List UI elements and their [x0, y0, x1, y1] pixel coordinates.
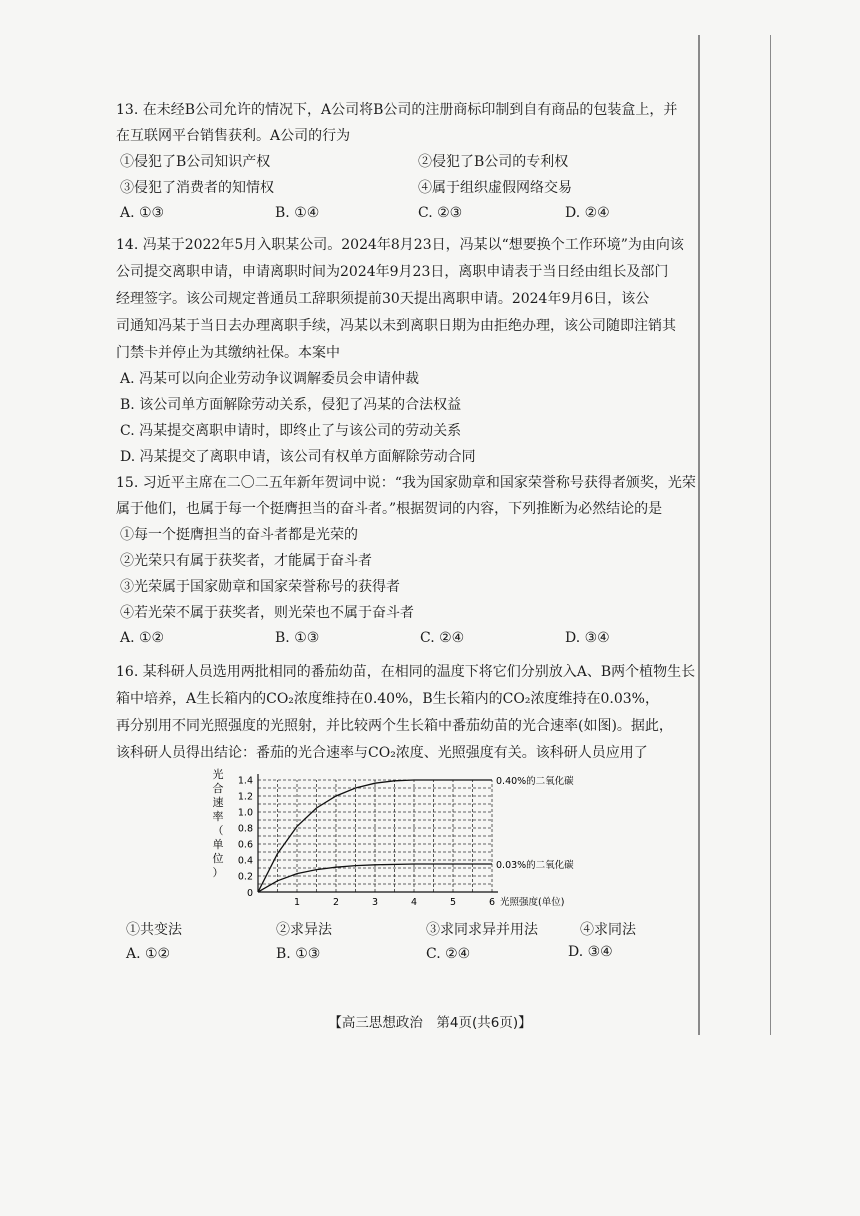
- y-axis-label-char: 速: [212, 796, 224, 809]
- q13-item-1: ①侵犯了B公司知识产权: [120, 154, 271, 170]
- x-tick-label: 5: [449, 897, 457, 908]
- x-tick-label: 4: [410, 897, 418, 908]
- y-axis-label-char: 单: [212, 838, 224, 851]
- q14-option-b: B. 该公司单方面解除劳动关系，侵犯了冯某的合法权益: [120, 397, 462, 413]
- series-label-2: 0.03%的二氧化碳: [496, 860, 574, 871]
- q16-choice-b: B. ①③: [276, 946, 321, 962]
- y-tick-label: 0.4: [237, 855, 253, 867]
- q16-item-2: ②求异法: [276, 922, 332, 938]
- y-tick-label: 1.0: [237, 807, 253, 819]
- origin-label: 0: [246, 888, 253, 899]
- q15-choice-d: D. ③④: [565, 630, 610, 646]
- q16-item-1: ①共变法: [126, 922, 182, 938]
- q16-stem-line-3: 再分别用不同光照强度的光照射，并比较两个生长箱中番茄幼苗的光合速率(如图)。据此，: [116, 718, 673, 734]
- page-footer: 【高三思想政治 第4页(共6页)】: [328, 1015, 532, 1031]
- q13-item-4: ④属于组织虚假网络交易: [418, 180, 572, 196]
- q13-choice-d: D. ②④: [565, 205, 610, 221]
- q13-item-3: ③侵犯了消费者的知情权: [120, 180, 274, 196]
- y-axis-label-char: （: [212, 824, 224, 837]
- q14-stem-line-2: 公司提交离职申请，申请离职时间为2024年9月23日，离职申请表于当日经由组长及部门: [116, 264, 669, 280]
- x-tick-label: 2: [332, 897, 340, 908]
- y-axis-label-char: 合: [212, 782, 224, 795]
- q14-option-d: D. 冯某提交了离职申请，该公司有权单方面解除劳动合同: [120, 449, 476, 465]
- margin-rule-left: [698, 35, 700, 1035]
- q13-item-2: ②侵犯了B公司的专利权: [418, 154, 569, 170]
- q13-choice-b: B. ①④: [275, 205, 320, 221]
- q14-stem-line-3: 经理签字。该公司规定普通员工辞职须提前30天提出离职申请。2024年9月6日，该公: [116, 291, 650, 307]
- q16-stem-line-2: 箱中培养，A生长箱内的CO₂浓度维持在0.40%，B生长箱内的CO₂浓度维持在0.03%，: [116, 691, 659, 707]
- q15-choice-c: C. ②④: [420, 630, 465, 646]
- q14-stem-line-5: 门禁卡并停止为其缴纳社保。本案中: [116, 345, 340, 361]
- y-axis-label-char: ）: [212, 866, 224, 879]
- q15-item-3: ③光荣属于国家勋章和国家荣誉称号的获得者: [120, 579, 400, 595]
- q16-stem-line-4: 该科研人员得出结论：番茄的光合速率与CO₂浓度、光照强度有关。该科研人员应用了: [116, 745, 648, 761]
- q15-stem-line-1: 15. 习近平主席在二〇二五年新年贺词中说：“我为国家勋章和国家荣誉称号获得者颁奖，光荣: [116, 475, 696, 491]
- y-tick-label: 1.4: [237, 775, 253, 787]
- q13-choice-c: C. ②③: [418, 205, 463, 221]
- margin-rule-right: [770, 35, 771, 1035]
- y-tick-label: 0.6: [237, 839, 253, 851]
- q15-choice-a: A. ①②: [120, 630, 165, 646]
- q13-stem-line-1: 13. 在未经B公司允许的情况下，A公司将B公司的注册商标印制到自有商品的包装盒上，并: [116, 102, 678, 118]
- q15-item-1: ①每一个挺膺担当的奋斗者都是光荣的: [120, 527, 358, 543]
- y-axis-label-char: 位: [212, 852, 224, 865]
- x-tick-label: 3: [371, 897, 379, 908]
- photosynthesis-rate-chart: [210, 764, 630, 914]
- q15-choice-b: B. ①③: [275, 630, 320, 646]
- q14-option-c: C. 冯某提交离职申请时，即终止了与该公司的劳动关系: [120, 423, 462, 439]
- q13-stem-line-2: 在互联网平台销售获利。A公司的行为: [116, 128, 351, 144]
- q14-option-a: A. 冯某可以向企业劳动争议调解委员会申请仲裁: [120, 371, 420, 387]
- x-axis-label: 光照强度(单位): [500, 897, 565, 908]
- q16-item-4: ④求同法: [580, 922, 636, 938]
- q15-item-4: ④若光荣不属于获奖者，则光荣也不属于奋斗者: [120, 605, 414, 621]
- q13-choice-a: A. ①③: [120, 205, 165, 221]
- q14-stem-line-4: 司通知冯某于当日去办理离职手续，冯某以未到离职日期为由拒绝办理，该公司随即注销其: [116, 318, 676, 334]
- q16-choice-d: D. ③④: [568, 944, 613, 960]
- y-tick-label: 0.2: [237, 871, 253, 883]
- y-axis-label-char: 率: [212, 810, 224, 823]
- y-tick-label: 1.2: [237, 791, 253, 803]
- q16-item-3: ③求同求异并用法: [426, 922, 538, 938]
- q14-stem-line-1: 14. 冯某于2022年5月入职某公司。2024年8月23日，冯某以“想要换个工作环境”为由向该: [116, 237, 684, 253]
- q15-item-2: ②光荣只有属于获奖者，才能属于奋斗者: [120, 553, 372, 569]
- series-label-1: 0.40%的二氧化碳: [496, 776, 574, 787]
- q16-stem-line-1: 16. 某科研人员选用两批相同的番茄幼苗，在相同的温度下将它们分别放入A、B两个植物生长: [116, 664, 696, 680]
- x-tick-label: 6: [488, 897, 496, 908]
- q16-choice-a: A. ①②: [126, 946, 171, 962]
- q15-stem-line-2: 属于他们，也属于每一个挺膺担当的奋斗者。”根据贺词的内容，下列推断为必然结论的是: [116, 501, 663, 517]
- q16-choice-c: C. ②④: [426, 946, 471, 962]
- x-tick-label: 1: [293, 897, 301, 908]
- y-axis-label-char: 光: [212, 768, 224, 781]
- y-tick-label: 0.8: [237, 823, 253, 835]
